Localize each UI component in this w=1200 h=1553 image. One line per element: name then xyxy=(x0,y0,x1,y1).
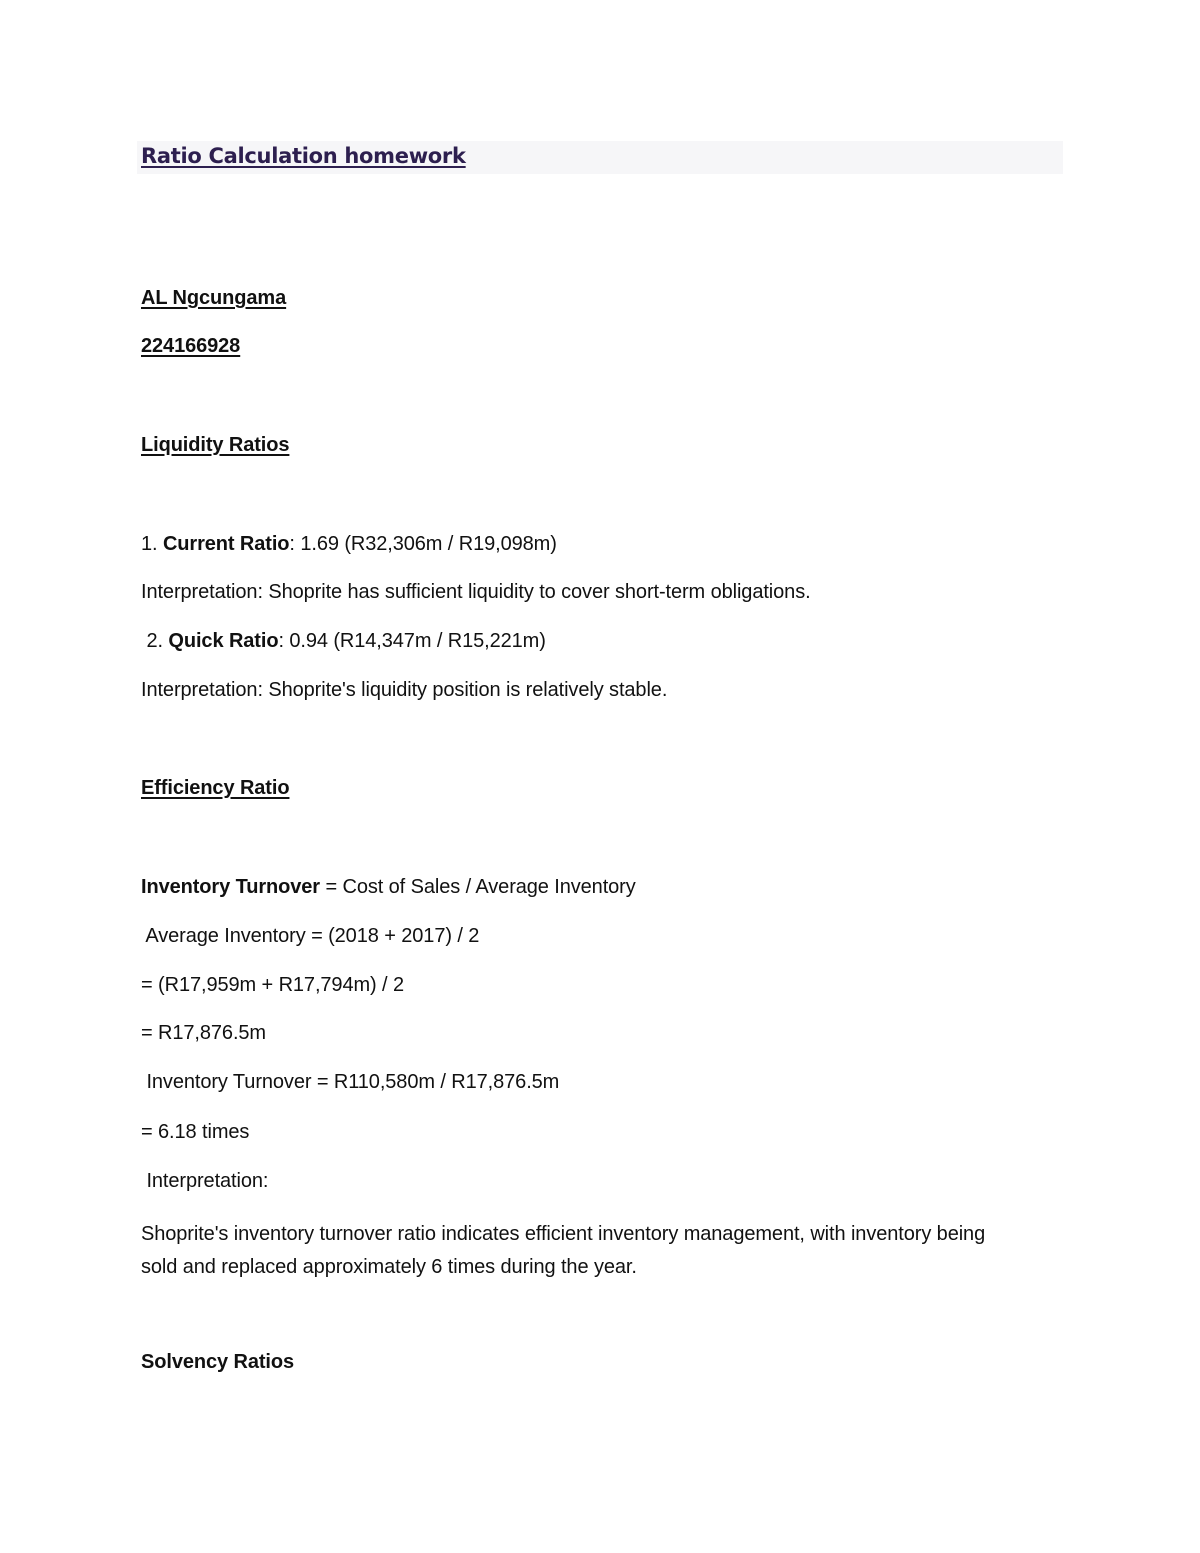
current-ratio-interpretation: Interpretation: Shoprite has sufficient liquidity to cover short-term obligations. xyxy=(141,581,811,603)
document-title: Ratio Calculation homework xyxy=(141,144,466,168)
inventory-turnover-formula-rest: = Cost of Sales / Average Inventory xyxy=(319,876,636,898)
quick-ratio-prefix: 2. xyxy=(141,630,169,652)
average-inventory-result: = R17,876.5m xyxy=(141,1022,266,1044)
current-ratio-line xyxy=(141,531,557,557)
quick-ratio-line xyxy=(141,628,546,654)
solvency-heading: Solvency Ratios xyxy=(141,1351,295,1373)
inventory-interpretation-paragraph: Shoprite's inventory turnover ratio indicates efficient inventory management, with inventory being sold and replaced approximately 6 times during the year. xyxy=(141,1223,986,1278)
author-name: AL Ngcungama xyxy=(141,287,287,309)
inventory-turnover-label: Inventory Turnover xyxy=(141,876,320,898)
student-number: 224166928 xyxy=(141,335,241,357)
quick-ratio-interpretation: Interpretation: Shoprite's liquidity position is relatively stable. xyxy=(141,679,668,701)
efficiency-heading: Efficiency Ratio xyxy=(141,777,290,799)
current-ratio-prefix: 1. xyxy=(141,533,163,555)
inventory-turnover-formula xyxy=(141,874,636,900)
current-ratio-value: : 1.69 (R32,306m / R19,098m) xyxy=(289,533,557,555)
interpretation-label: Interpretation: xyxy=(141,1170,269,1192)
average-inventory-line: Average Inventory = (2018 + 2017) / 2 xyxy=(141,925,480,947)
average-inventory-values: = (R17,959m + R17,794m) / 2 xyxy=(141,974,404,996)
quick-ratio-label: Quick Ratio xyxy=(168,630,279,652)
inventory-turnover-result: = 6.18 times xyxy=(141,1121,250,1143)
quick-ratio-value: : 0.94 (R14,347m / R15,221m) xyxy=(278,630,546,652)
current-ratio-label: Current Ratio xyxy=(162,533,290,555)
inventory-turnover-calc: Inventory Turnover = R110,580m / R17,876.5m xyxy=(141,1071,560,1093)
liquidity-heading: Liquidity Ratios xyxy=(141,434,290,456)
